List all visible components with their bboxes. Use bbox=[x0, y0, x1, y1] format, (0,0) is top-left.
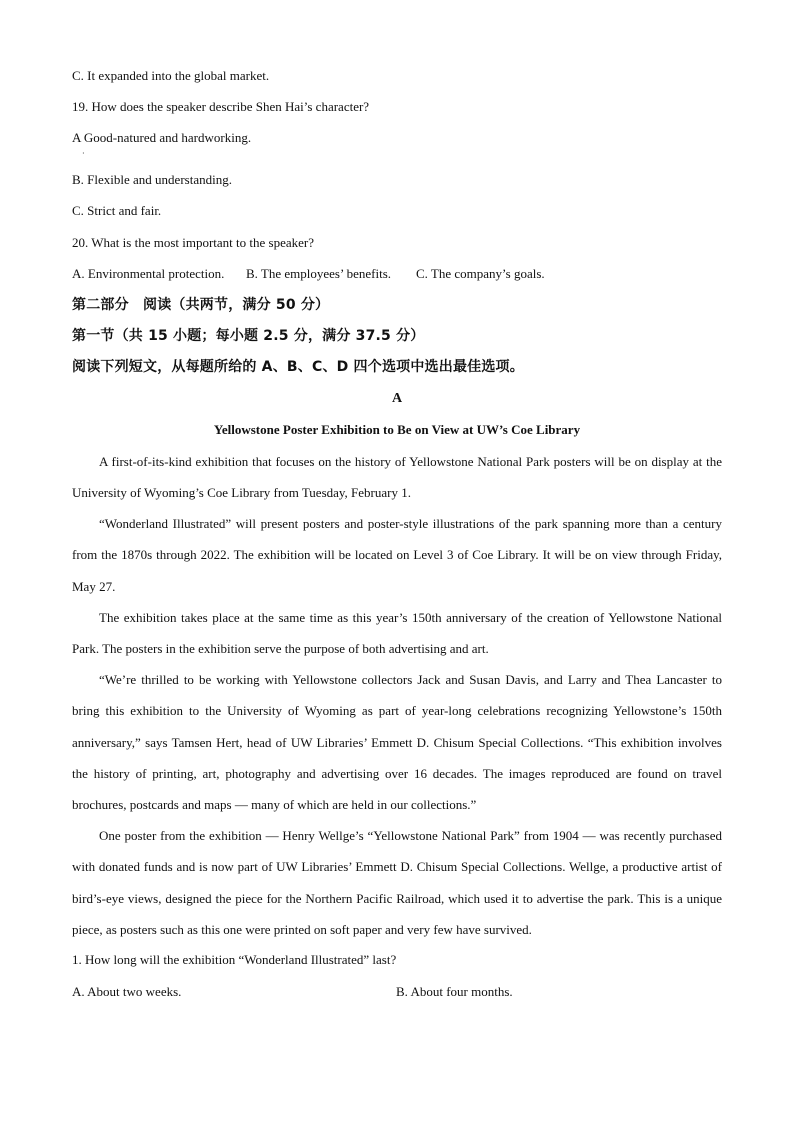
q18-option-c: C. It expanded into the global market. bbox=[72, 68, 270, 83]
q20-option-a: A. Environmental protection. bbox=[72, 266, 225, 281]
q19-stem: 19. How does the speaker describe Shen Hai’s character? bbox=[72, 99, 370, 114]
q20-option-c: C. The company’s goals. bbox=[416, 266, 545, 281]
reading-instructions: 阅读下列短文，从每题所给的 A、B、C、D 四个选项中选出最佳选项。 bbox=[72, 359, 524, 375]
q19-option-b: B. Flexible and understanding. bbox=[72, 172, 232, 187]
q20-option-b: B. The employees’ benefits. bbox=[246, 266, 392, 281]
passage-paragraph-2: “Wonderland Illustrated” will present posters and poster-style illustrations of the park spanning more than a century from the 1870s through 2022. The exhibition will be located on Level 3 of Coe Library. It will be on view through Friday, May 27. bbox=[72, 516, 722, 594]
q1-stem: 1. How long will the exhibition “Wonderland Illustrated” last? bbox=[72, 952, 397, 967]
part-two-heading: 第二部分 阅读（共两节，满分 50 分） bbox=[72, 297, 330, 313]
passage-title: Yellowstone Poster Exhibition to Be on View at UW’s Coe Library bbox=[213, 422, 581, 437]
passage-paragraph-5: One poster from the exhibition — Henry Wellge’s “Yellowstone National Park” from 1904 — was recently purchased with donated funds and is now part of UW Libraries’ Emmett D. Chisum Special Collections. Wellge, a productive artist of bird’s-eye views, designed the piece for the Northern Pacific Railroad, which used it to advertise the park. This is a unique piece, as posters such as this one were printed on soft paper and very few have survived. bbox=[72, 828, 722, 937]
q20-stem: 20. What is the most important to the speaker? bbox=[72, 235, 315, 250]
q19-option-c: C. Strict and fair. bbox=[72, 203, 162, 218]
section-one-heading: 第一节（共 15 小题；每小题 2.5 分，满分 37.5 分） bbox=[72, 328, 425, 344]
stray-dot: · bbox=[82, 149, 85, 158]
passage-paragraph-4: “We’re thrilled to be working with Yellowstone collectors Jack and Susan Davis, and Larry and Thea Lancaster to bring this exhibition to the University of Wyoming as part of year-long celebrations recognizing Yellowstone’s 150th anniversary,” says Tamsen Hert, head of UW Libraries’ Emmett D. Chisum Special Collections. “This exhibition involves the history of printing, art, photography and advertising over 16 decades. The images reproduced are found on travel brochures, postcards and maps — many of which are held in our collections.” bbox=[72, 672, 722, 813]
q20-options bbox=[72, 266, 722, 282]
q1-options bbox=[72, 984, 722, 1000]
q19-option-a: A Good-natured and hardworking. bbox=[72, 130, 252, 145]
q1-option-b: B. About four months. bbox=[396, 984, 513, 999]
passage-paragraph-1: A first-of-its-kind exhibition that focuses on the history of Yellowstone National Park posters will be on display at the University of Wyoming’s Coe Library from Tuesday, February 1. bbox=[72, 454, 722, 501]
passage-paragraph-3: The exhibition takes place at the same time as this year’s 150th anniversary of the creation of Yellowstone National Park. The posters in the exhibition serve the purpose of both advertising and art. bbox=[72, 610, 722, 657]
passage-label: A bbox=[391, 391, 403, 406]
q1-option-a: A. About two weeks. bbox=[72, 984, 182, 999]
